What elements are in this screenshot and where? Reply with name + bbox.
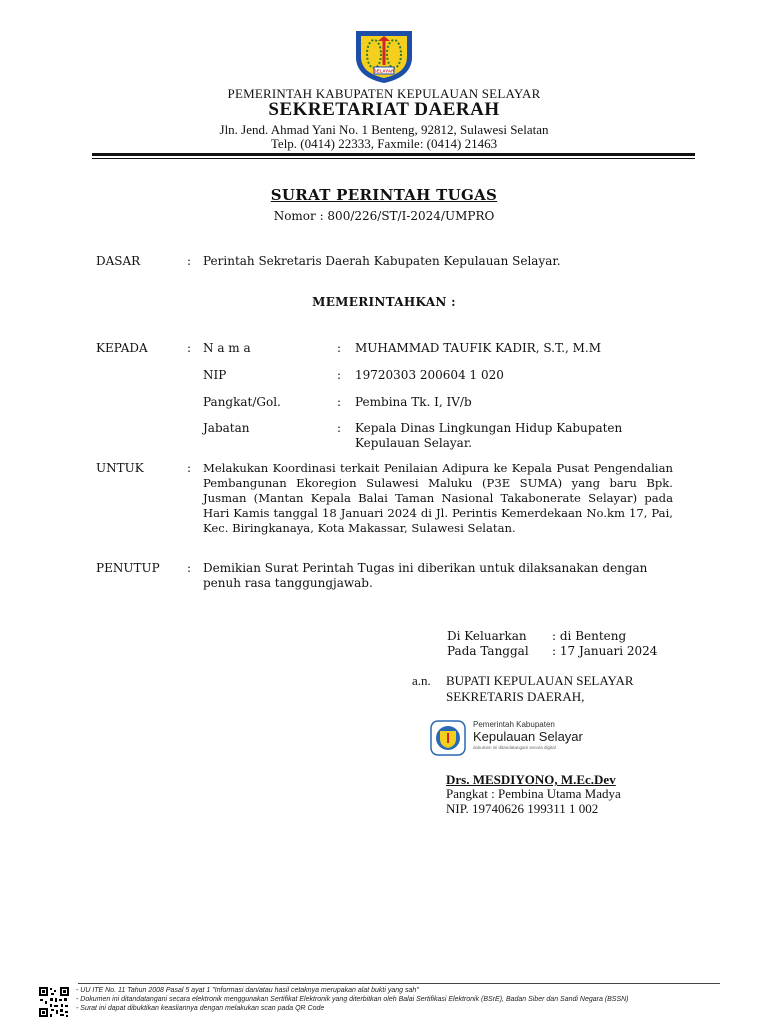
on-behalf-label: a.n. [412,673,431,688]
footer-rule [78,983,720,984]
electronic-signature-badge [427,716,595,758]
penutup-label: PENUTUP [96,561,160,575]
field-name-label: N a m a [203,341,251,355]
signatory-office-2: SEKRETARIS DAERAH, [446,689,585,704]
emblem-caption: SELAYAR [373,68,395,74]
issued-place-value: : di Benteng [552,629,627,643]
field-rank-value: Pembina Tk. I, IV/b [355,395,472,409]
untuk-colon: : [187,461,192,475]
field-nip-value: 19720303 200604 1 020 [355,368,504,382]
field-nip-label: NIP [203,368,227,382]
letterhead-office: SEKRETARIAT DAERAH [268,99,500,120]
footer-note-ite-law: - UU ITE No. 11 Tahun 2008 Pasal 5 ayat 1 "Informasi dan/atau hasil cetaknya merupakan alat bukti yang sah" [76,987,419,994]
issued-place-label: Di Keluarkan [447,629,527,643]
dasar-label: DASAR [96,254,141,268]
kepada-colon: : [187,341,192,355]
field-name-value: MUHAMMAD TAUFIK KADIR, S.T., M.M [355,341,602,355]
signatory-office-1: BUPATI KEPULAUAN SELAYAR [446,673,634,688]
letterhead-rule-thick [92,153,695,156]
penutup-text: Demikian Surat Perintah Tugas ini diberikan untuk dilaksanakan dengan penuh rasa tanggungjawab. [203,561,648,590]
letterhead-address: Jln. Jend. Ahmad Yani No. 1 Benteng, 92812, Sulawesi Selatan [219,122,549,137]
untuk-label: UNTUK [96,461,144,475]
verification-qr-code-icon[interactable] [38,986,70,1018]
field-name-colon: : [337,341,342,355]
badge-line2: Kepulauan Selayar [473,729,583,744]
letterhead-rule-thin [92,158,695,159]
untuk-text: Melakukan Koordinasi terkait Penilaian Adipura ke Kepala Pusat Pengendalian Pembangunan Ekoregion Sulawesi Maluku (P3E SUMA) yang baru Bpk. Jusman (Mantan Kepala Balai Taman Nasional Takabonerate Selayar) pada Hari Kamis tanggal 18 Januari 2024 di Jl. Perintis Kemerdekaan No.km 17, Pai, Kec. Biringkanaya, Kota Makassar, Sulawesi Selatan. [203,461,673,535]
badge-emblem-icon [430,720,466,756]
field-position-label: Jabatan [203,421,250,435]
signatory-nip: NIP. 19740626 199311 1 002 [446,801,599,816]
dasar-text: Perintah Sekretaris Daerah Kabupaten Kepulauan Selayar. [203,254,561,268]
issued-date-value: : 17 Januari 2024 [552,644,658,658]
badge-line3: dokumen ini ditandatangani secara digital [473,745,556,750]
document-title: SURAT PERINTAH TUGAS [270,186,498,204]
dasar-colon: : [187,254,192,268]
document-number: Nomor : 800/226/ST/I-2024/UMPRO [273,209,495,223]
field-position-colon: : [337,421,342,435]
field-position-value: Kepala Dinas Lingkungan Hidup Kabupaten Kepulauan Selayar. [355,421,623,450]
field-rank-label: Pangkat/Gol. [203,395,281,409]
signatory-rank: Pangkat : Pembina Utama Madya [446,786,621,801]
penutup-colon: : [187,561,192,575]
signatory-name: Drs. MESDIYONO, M.Ec.Dev [446,772,616,787]
field-rank-colon: : [337,395,342,409]
regency-emblem-logo [352,27,416,85]
badge-line1: Pemerintah Kabupaten [473,720,555,729]
issued-date-label: Pada Tanggal [447,644,529,658]
kepada-label: KEPADA [96,341,148,355]
letterhead-contact: Telp. (0414) 22333, Faxmile: (0414) 21463 [270,136,498,151]
memerintahkan-heading: MEMERINTAHKAN : [312,295,456,309]
footer-note-qr: - Surat ini dapat dibuktikan keasliannya dengan melakukan scan pada QR Code [76,1005,325,1012]
footer-note-bsre: - Dokumen ini ditandatangani secara elektronik menggunakan Sertifikat Elektronik yang diterbitkan oleh Balai Sertifikasi Elektronik (BSrE), Badan Siber dan Sandi Negara (BSSN) [76,996,629,1003]
letterhead-government: PEMERINTAH KABUPATEN KEPULAUAN SELAYAR [227,86,541,101]
field-nip-colon: : [337,368,342,382]
